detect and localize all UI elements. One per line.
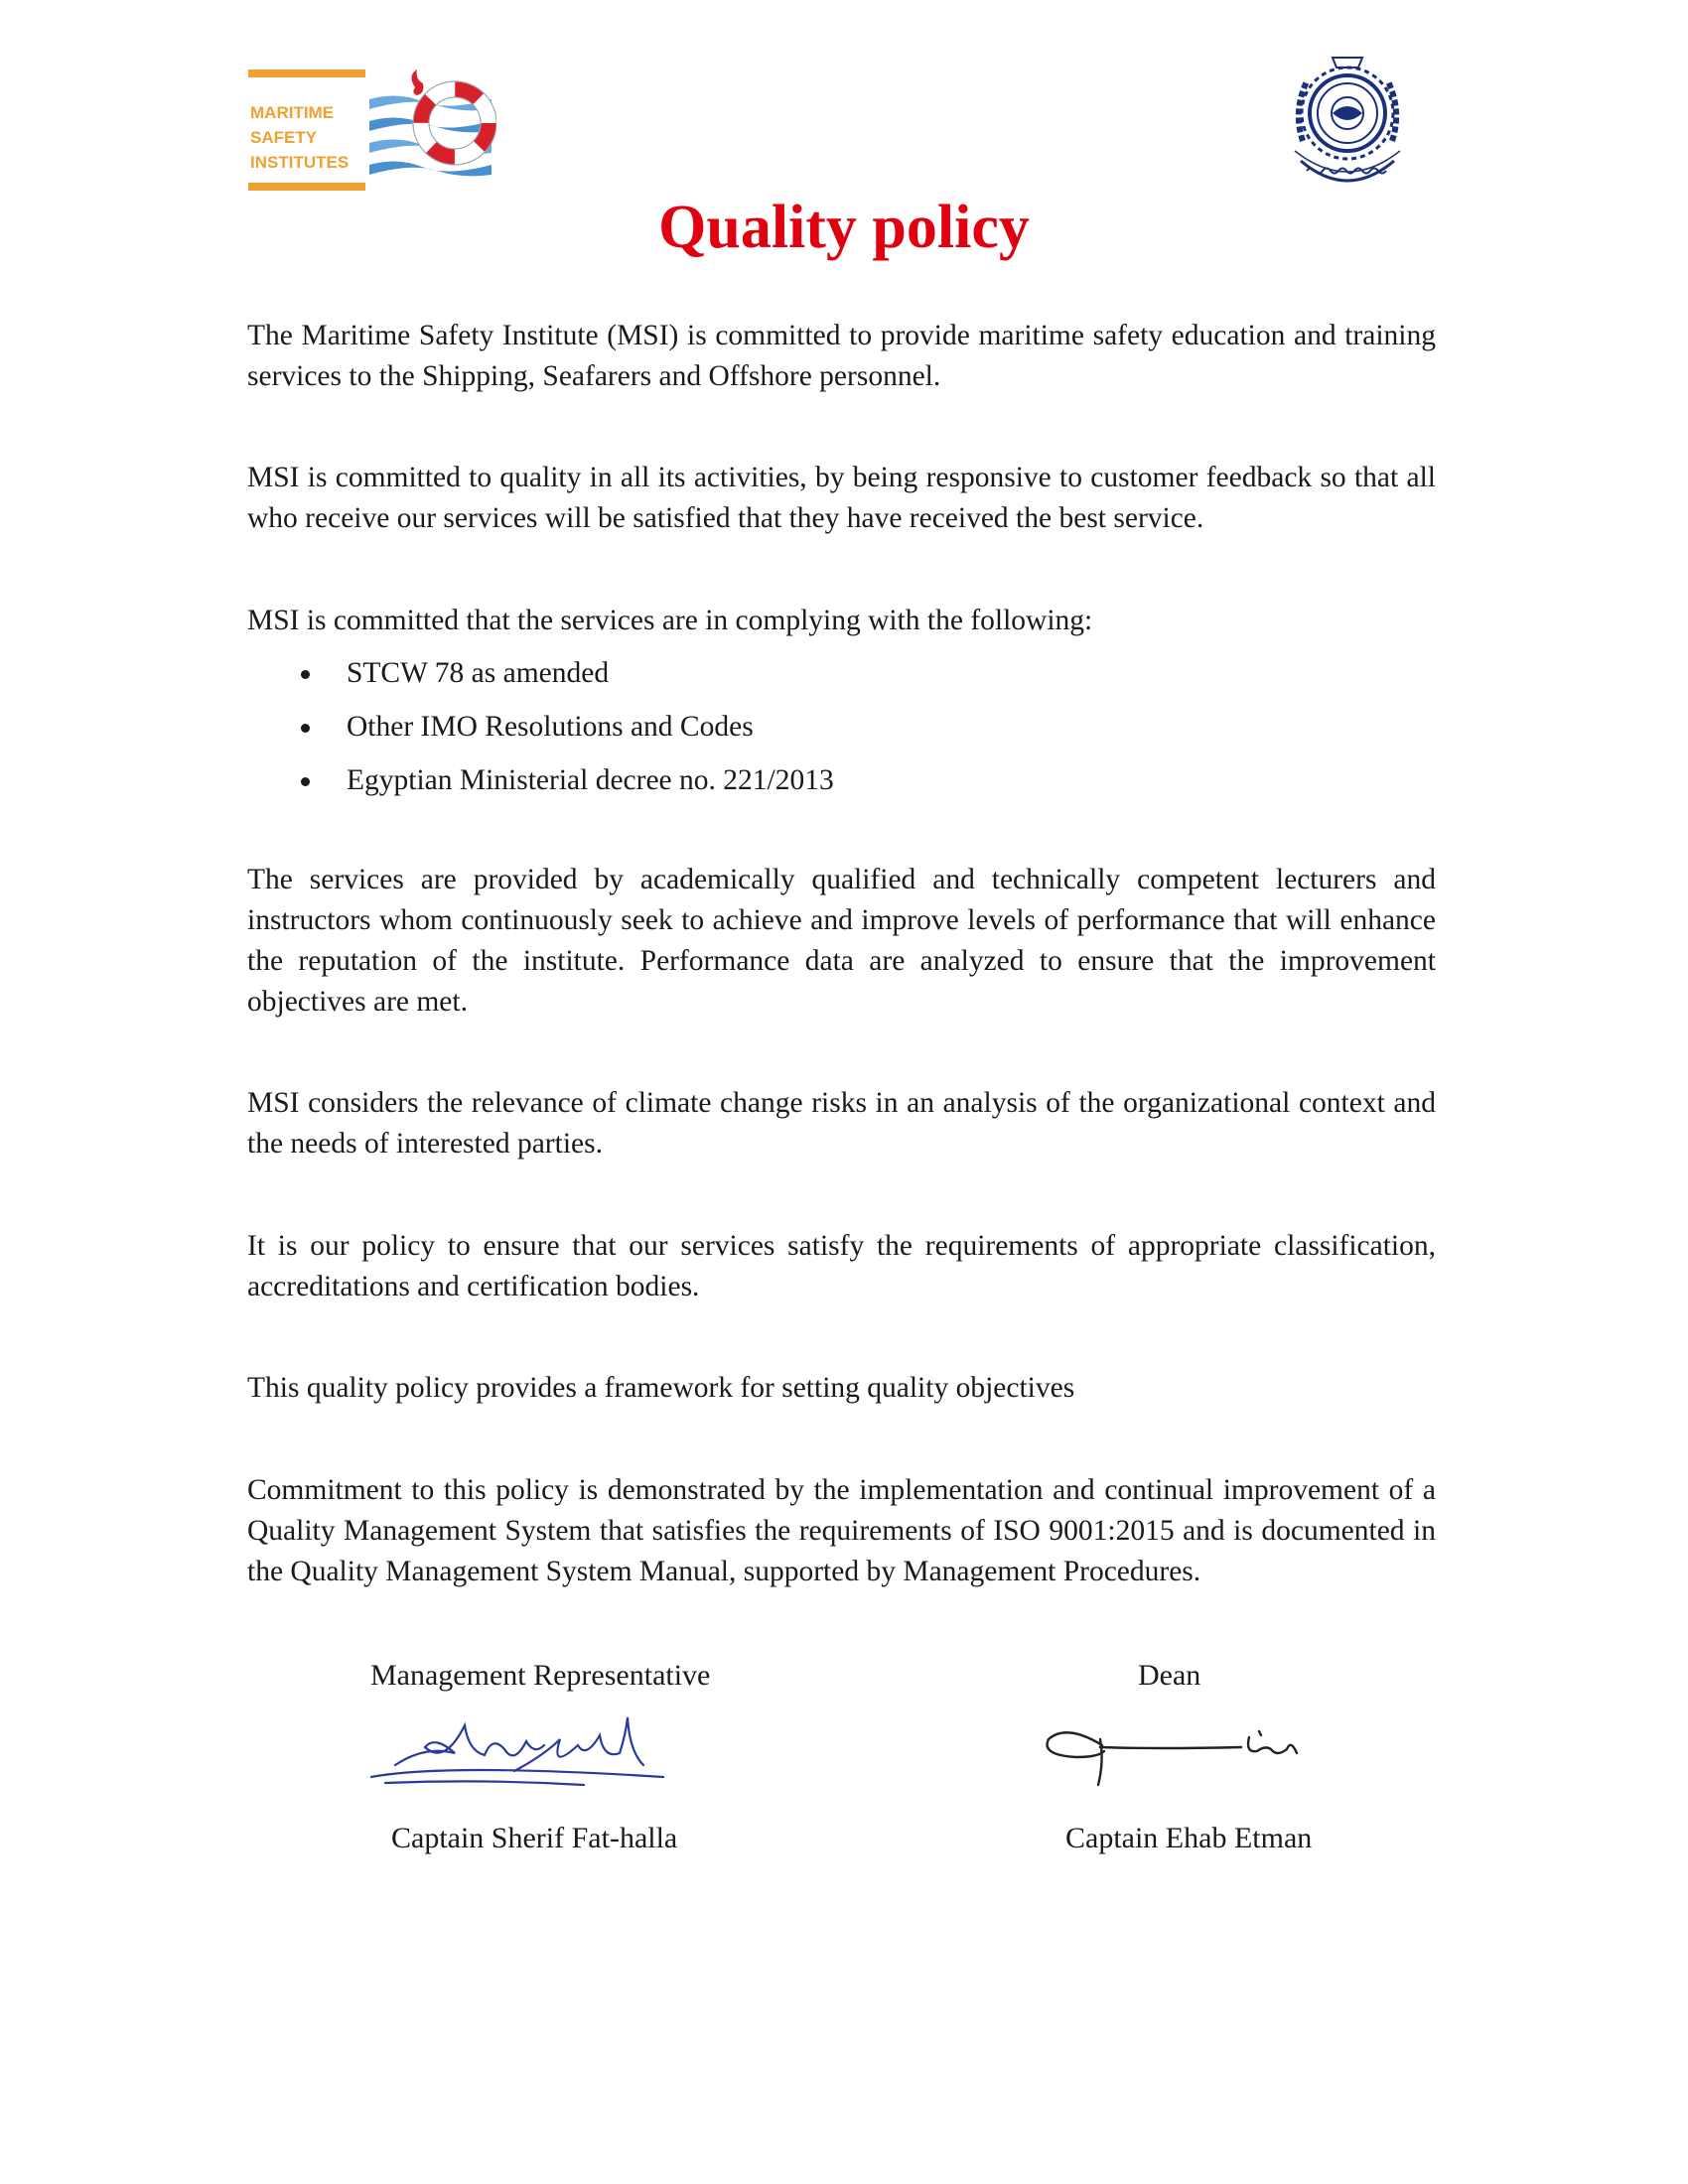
flame-icon [411,69,423,95]
academy-emblem-icon [1273,52,1422,201]
logo-text-line-3: INSTITUTES [250,153,350,172]
signature-name-right: Captain Ehab Etman [1065,1822,1313,1854]
bullet-icon [301,670,310,679]
paragraph-iso-commitment: Commitment to this policy is demonstrated by the implementation and continual improvement of a Quality Management System that satisfies the requirements of ISO 9001:2015 and is documented in the Quality Management System Manual, supported by Management Procedures. [247,1474,1436,1587]
paragraph-climate: MSI considers the relevance of climate change risks in an analysis of the organizational context and the needs of interested parties. [247,1087,1436,1160]
signature-left-icon [365,1706,673,1795]
signature-role-right: Dean [1138,1659,1201,1692]
list-item-text: Egyptian Ministerial decree no. 221/2013 [347,764,834,796]
list-item-text: STCW 78 as amended [347,657,610,689]
document-title: Quality policy [658,194,1030,261]
paragraph-framework: This quality policy provides a framework for setting quality objectives [247,1372,1075,1404]
bullet-icon [301,724,310,733]
paragraph-intro: The Maritime Safety Institute (MSI) is committed to provide maritime safety education and training services to the Shipping, Seafarers and Offshore personnel. [247,320,1436,392]
lifebuoy-icon [413,81,496,165]
paragraph-accreditation: It is our policy to ensure that our services satisfy the requirements of appropriate classification, accreditations and certification bodies. [247,1230,1436,1302]
paragraph-compliance-intro: MSI is committed that the services are in complying with the following: [247,605,1093,636]
paragraph-staff: The services are provided by academically qualified and technically competent lecturers and instructors whom continuously seek to achieve and improve levels of performance that will enhance the reputation of the institute. Performance data are analyzed to ensure that the improvement objectives are met. [247,864,1436,1018]
paragraph-quality-commitment: MSI is committed to quality in all its activities, by being responsive to customer feedback so that all who receive our services will be satisfied that they have received the best service. [247,462,1436,534]
signature-role-left: Management Representative [370,1659,711,1692]
list-item-text: Other IMO Resolutions and Codes [347,711,754,743]
maritime-safety-institutes-logo [248,69,496,191]
logo-text-line-2: SAFETY [250,128,318,147]
signature-right-icon [1037,1709,1331,1791]
signature-name-left: Captain Sherif Fat-halla [391,1822,678,1854]
bullet-icon [301,777,310,786]
logo-text-line-1: MARITIME [250,103,335,122]
